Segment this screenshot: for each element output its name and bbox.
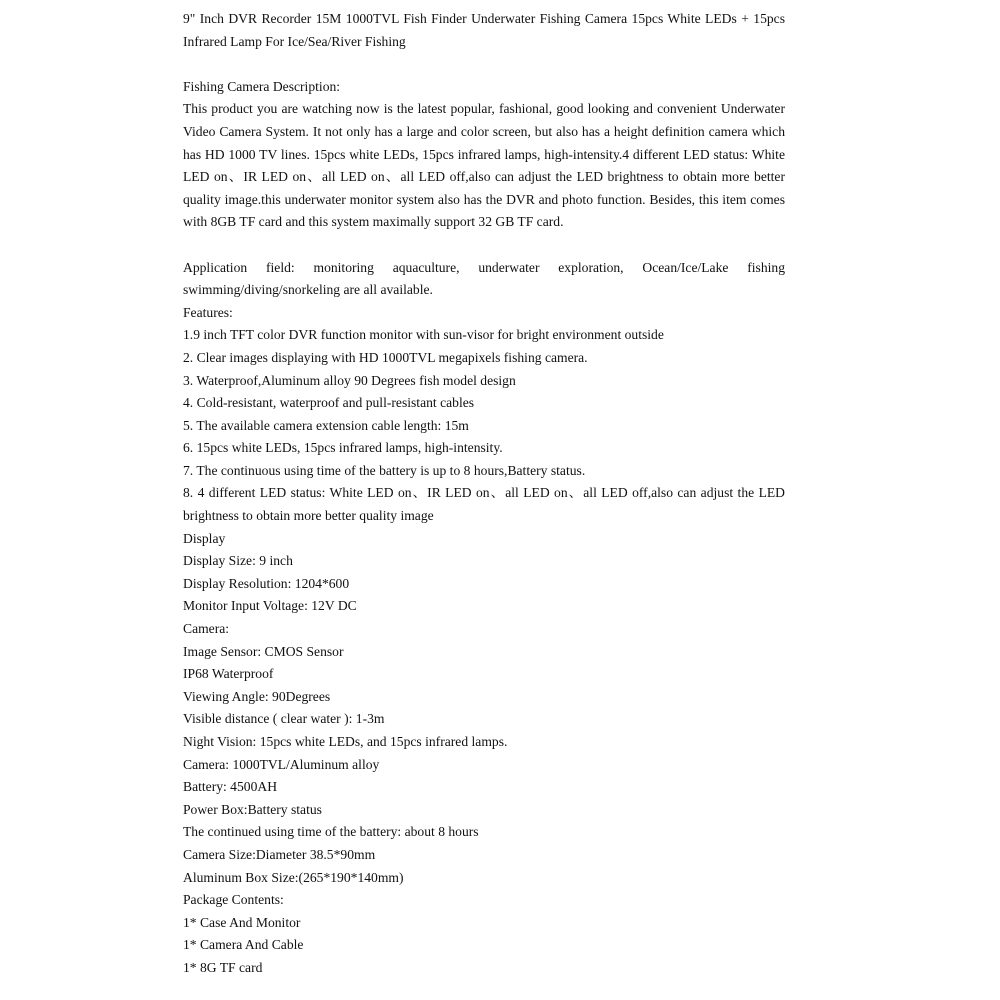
package-item: 1* 8G TF card [183, 959, 263, 975]
package-contents-heading: Package Contents: [183, 892, 284, 908]
spec-item: Monitor Input Voltage: 12V DC [183, 598, 357, 614]
feature-item: 6. 15pcs white LEDs, 15pcs infrared lamps, high-intensity. [183, 440, 503, 456]
spec-item: Display Resolution: 1204*600 [183, 575, 350, 591]
feature-item: 5. The available camera extension cable length: 15m [183, 417, 469, 433]
spacer [183, 234, 785, 257]
description-body: This product you are watching now is the latest popular, fashional, good looking and convenient Underwater Video Camera System. It not only has a large and color screen, but also has a height definition camera which has HD 1000 TV lines. 15pcs white LEDs, 15pcs infrared lamps, high-intensity.4 different LED status: White LED on、IR LED on、all LED on、all LED off,also can adjust the LED brightness to obtain more better quality image.this underwater monitor system also has the DVR and photo function. Besides, this item comes with 8GB TF card and this system maximally support 32 GB TF card. [183, 101, 785, 230]
description-heading: Fishing Camera Description: [183, 78, 341, 94]
spec-item: Camera: 1000TVL/Aluminum alloy [183, 756, 380, 772]
feature-item: 7. The continuous using time of the battery is up to 8 hours,Battery status. [183, 462, 586, 478]
spec-item: Image Sensor: CMOS Sensor [183, 643, 344, 659]
package-item: 1* Camera And Cable [183, 937, 304, 953]
spec-item: Aluminum Box Size:(265*190*140mm) [183, 869, 404, 885]
spec-item: Viewing Angle: 90Degrees [183, 688, 331, 704]
spacer [183, 53, 785, 76]
spec-item: Battery: 4500AH [183, 779, 278, 795]
spec-item: Camera Size:Diameter 38.5*90mm [183, 846, 376, 862]
feature-item: 2. Clear images displaying with HD 1000TVL megapixels fishing camera. [183, 349, 588, 365]
product-title: 9" Inch DVR Recorder 15M 1000TVL Fish Finder Underwater Fishing Camera 15pcs White LEDs + 15pcs Infrared Lamp For Ice/Sea/River Fishing [183, 11, 785, 49]
feature-item: 4. Cold-resistant, waterproof and pull-resistant cables [183, 395, 475, 411]
spec-item: Visible distance ( clear water ): 1-3m [183, 711, 385, 727]
application-field: Application field: monitoring aquaculture, underwater exploration, Ocean/Ice/Lake fishing swimming/diving/snorkeling are all available. [183, 259, 785, 298]
spec-item: The continued using time of the battery: about 8 hours [183, 824, 479, 840]
spec-heading-camera: Camera: [183, 621, 230, 637]
product-description-document [183, 8, 785, 980]
features-heading: Features: [183, 304, 233, 320]
feature-item: 1.9 inch TFT color DVR function monitor with sun-visor for bright environment outside [183, 327, 664, 343]
spec-item: Night Vision: 15pcs white LEDs, and 15pcs infrared lamps. [183, 734, 508, 749]
feature-item: 8. 4 different LED status: White LED on、IR LED on、all LED on、all LED off,also can adjust the LED brightness to obtain more better quality image [183, 485, 785, 524]
spec-heading-display: Display [183, 530, 226, 546]
feature-item: 3. Waterproof,Aluminum alloy 90 Degrees fish model design [183, 372, 516, 388]
spec-item: IP68 Waterproof [183, 666, 274, 682]
spec-item: Display Size: 9 inch [183, 553, 293, 569]
package-item: 1* Case And Monitor [183, 914, 301, 930]
spec-item: Power Box:Battery status [183, 801, 322, 817]
